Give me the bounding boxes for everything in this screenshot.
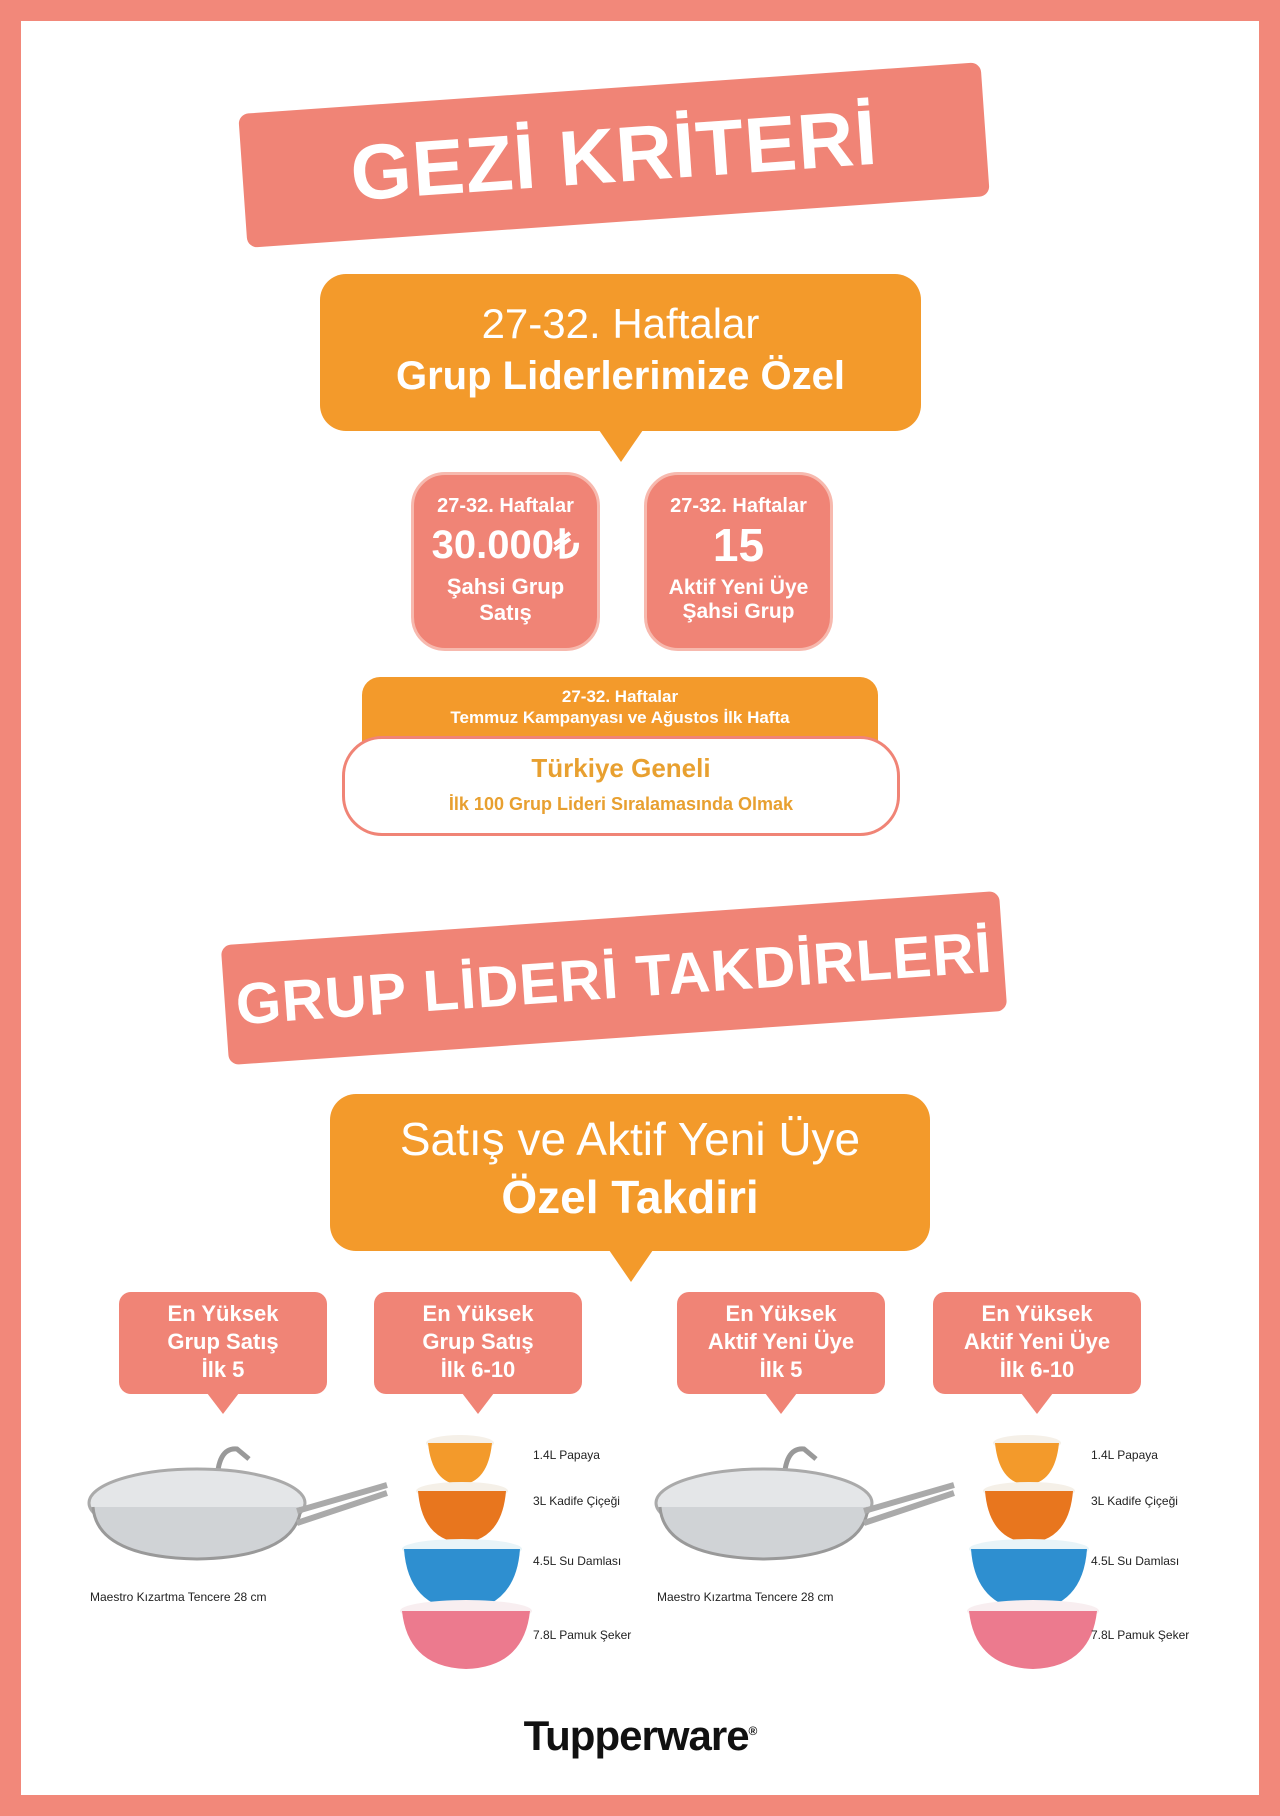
award-arrow (765, 1393, 797, 1414)
bowl-label: 3L Kadife Çiçeği (533, 1494, 620, 1508)
award-box (119, 1292, 327, 1394)
bowl-set-image (967, 1425, 1107, 1675)
criteria-label: Şahsi Grup (682, 600, 795, 623)
bowl-label: 4.5L Su Damlası (533, 1554, 622, 1568)
award-arrow (462, 1393, 494, 1414)
award-line: En Yüksek (725, 1301, 837, 1326)
product-label: Maestro Kızartma Tencere 28 cm (657, 1590, 834, 1604)
intro-arrow (599, 430, 643, 462)
award-intro-arrow (609, 1250, 653, 1282)
ranking-period: Temmuz Kampanyası ve Ağustos İlk Hafta (450, 708, 790, 727)
award-intro-line1: Satış ve Aktif Yeni Üye (399, 1113, 861, 1165)
criteria-label: Şahsi Grup (446, 574, 565, 599)
frying-pan-image (654, 1445, 964, 1570)
award-line: En Yüksek (422, 1301, 534, 1326)
intro-subtitle: Grup Liderlerimize Özel (395, 354, 845, 398)
product-label: Maestro Kızartma Tencere 28 cm (90, 1590, 267, 1604)
award-arrow (1021, 1393, 1053, 1414)
award-arrow (207, 1393, 239, 1414)
criteria-value: 30.000₺ (431, 523, 580, 567)
frying-pan-image (87, 1445, 397, 1570)
award-line: Aktif Yeni Üye (963, 1329, 1111, 1354)
criteria-weeks: 27-32. Haftalar (437, 495, 574, 517)
award-line: Grup Satış (167, 1329, 279, 1354)
bowl-label: 1.4L Papaya (1091, 1448, 1158, 1462)
award-rank: İlk 6-10 (440, 1357, 516, 1382)
intro-box (320, 274, 921, 431)
award-rank: İlk 6-10 (999, 1357, 1075, 1382)
ranking-desc: İlk 100 Grup Lideri Sıralamasında Olmak (448, 794, 794, 814)
criteria-value: 15 (712, 519, 765, 571)
award-line: En Yüksek (167, 1301, 279, 1326)
bowl-label: 4.5L Su Damlası (1091, 1554, 1180, 1568)
tupperware-logo: Tupperware® (523, 1712, 757, 1759)
section-title-gezi-kriteri: GEZİ KRİTERİ (238, 62, 990, 248)
section-title-grup-lideri-takdirleri: GRUP LİDERİ TAKDİRLERİ (221, 891, 1007, 1065)
criteria-card-members (644, 472, 833, 651)
criteria-label: Satış (479, 600, 532, 625)
criteria-weeks: 27-32. Haftalar (670, 495, 807, 517)
intro-weeks: 27-32. Haftalar (481, 300, 760, 347)
bowl-set-image (400, 1425, 540, 1675)
award-box (933, 1292, 1141, 1394)
award-box (677, 1292, 885, 1394)
logo-text: Tupperware (523, 1712, 749, 1759)
bowl-label: 7.8L Pamuk Şeker (1091, 1628, 1190, 1642)
ranking-box (342, 736, 900, 836)
criteria-label: Aktif Yeni Üye (668, 576, 809, 599)
award-box (374, 1292, 582, 1394)
award-intro-box (330, 1094, 930, 1251)
bowl-label: 7.8L Pamuk Şeker (533, 1628, 632, 1642)
award-intro-line2: Özel Takdiri (501, 1171, 759, 1223)
criteria-card-sales (411, 472, 600, 651)
ranking-title: Türkiye Geneli (531, 753, 711, 783)
bowl-label: 1.4L Papaya (533, 1448, 600, 1462)
bowl-label: 3L Kadife Çiçeği (1091, 1494, 1178, 1508)
award-rank: İlk 5 (759, 1357, 803, 1382)
ranking-weeks: 27-32. Haftalar (561, 687, 679, 706)
award-line: Grup Satış (422, 1329, 534, 1354)
award-line: Aktif Yeni Üye (707, 1329, 855, 1354)
award-rank: İlk 5 (201, 1357, 245, 1382)
award-line: En Yüksek (981, 1301, 1093, 1326)
